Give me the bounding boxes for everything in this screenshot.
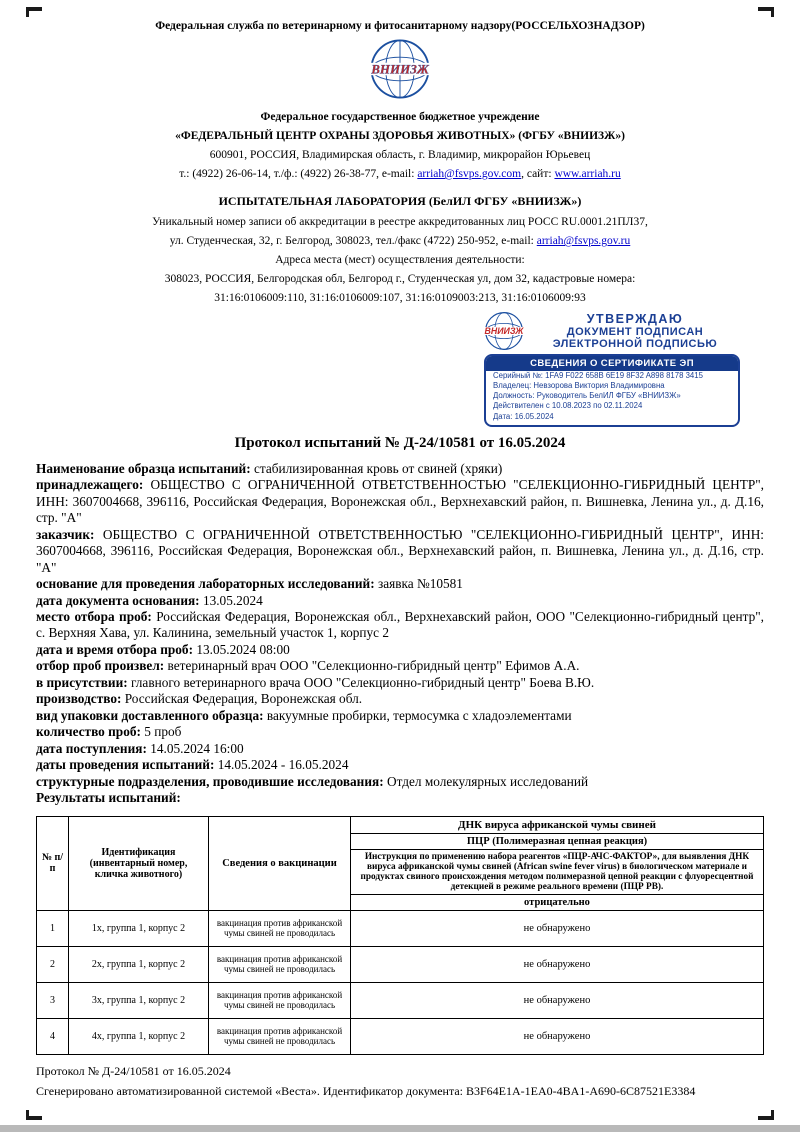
institution-address: 600901, РОССИЯ, Владимирская область, г. Владимир, микрорайон Юрьевец	[209, 149, 591, 161]
certificate-date: Дата: 16.05.2024	[493, 411, 554, 421]
email-link-main[interactable]: arriah@fsvps.gov.com	[417, 168, 522, 180]
institution-contacts	[36, 168, 764, 180]
row-vaccination: вакцинация против африканской чумы свиней не проводилась	[209, 982, 351, 1018]
certificate-validity: Действителен с 10.08.2023 по 02.11.2024	[493, 401, 643, 411]
table-row	[37, 982, 764, 1018]
field-received-date	[36, 741, 764, 757]
field-results-heading	[36, 790, 764, 806]
field-value: Российская Федерация, Воронежская обл.	[124, 691, 363, 707]
field-value: ветеринарный врач ООО "Селекционно-гибридный центр" Ефимов А.А.	[167, 658, 580, 674]
field-value: стабилизированная кровь от свиней (хряки)	[253, 460, 503, 476]
field-label: основание для проведения лабораторных исследований:	[36, 576, 375, 592]
row-num: 3	[37, 982, 69, 1018]
certificate-info-header: СВЕДЕНИЯ О СЕРТИФИКАТЕ ЭП	[486, 356, 738, 371]
field-sampling-datetime	[36, 642, 764, 658]
agency-name: Федеральная служба по ветеринарному и фитосанитарному надзору(РОССЕЛЬХОЗНАДЗОР)	[155, 20, 645, 32]
field-value: Российская Федерация, Воронежская обл., Верхнехавский район, ООО "Селекционно-гибридный центр", с. Верхняя Хава, ул. Калинина, земельный участок 1, корпус 2	[36, 608, 764, 641]
field-label: в присутствии:	[36, 674, 128, 690]
row-identification: 2х, группа 1, корпус 2	[69, 946, 209, 982]
cadastral-numbers: 31:16:0106009:110, 31:16:0106009:107, 31:16:0109003:213, 31:16:0106009:93	[214, 292, 586, 304]
field-label: заказчик:	[36, 526, 95, 542]
field-label: дата документа основания:	[36, 592, 200, 608]
field-label: производство:	[36, 691, 122, 707]
certificate-owner: Владелец: Невзорова Виктория Владимировна	[493, 381, 665, 391]
field-label: Наименование образца испытаний:	[36, 460, 251, 476]
header-vaccination: Сведения о вакцинации	[209, 816, 351, 910]
crop-mark-top-right	[758, 7, 774, 17]
field-testing-dates	[36, 757, 764, 773]
stamp-logo-text: ВНИИЗЖ	[484, 326, 524, 337]
header-identification: Идентификация (инвентарный номер, кличка животного)	[69, 816, 209, 910]
stamp-heading	[530, 312, 740, 350]
lab-contacts-text: ул. Студенческая, 32, г. Белгород, 308023, тел./факс (4722) 250-952, e-mail:	[169, 235, 537, 247]
document-footer	[36, 1064, 764, 1099]
header-method-instruction: Инструкция по применению набора реагентов «ПЦР-АЧС-ФАКТОР», для выявления ДНК вируса африканской чумы свиней (African swine fever virus) в биологическом материале и продуктах свиного происхождения методом полимеразной цепной реакции с флуоресцентной детекцией в режиме реального времени (ПЦР РВ).	[351, 849, 764, 894]
site-label: , сайт:	[521, 168, 555, 180]
vniizh-logo	[36, 38, 764, 105]
lab-title: ИСПЫТАТЕЛЬНАЯ ЛАБОРАТОРИЯ (БелИЛ ФГБУ «ВНИИЗЖ»)	[218, 194, 582, 208]
lab-contacts	[36, 235, 764, 247]
field-witness	[36, 675, 764, 691]
field-value: 13.05.2024	[202, 592, 263, 608]
field-production	[36, 691, 764, 707]
field-label: вид упаковки доставленного образца:	[36, 707, 264, 723]
header-pcr-method: ПЦР (Полимеразная цепная реакция)	[351, 833, 764, 849]
activity-addresses-label: Адреса места (мест) осуществления деятельности:	[275, 254, 525, 266]
crop-mark-bottom-right	[758, 1110, 774, 1120]
site-link[interactable]: www.arriah.ru	[554, 168, 621, 180]
header-dna-test: ДНК вируса африканской чумы свиней	[351, 816, 764, 833]
logo-text: ВНИИЗЖ	[371, 61, 429, 77]
field-label: дата и время отбора проб:	[36, 641, 194, 657]
row-num: 4	[37, 1018, 69, 1054]
field-label: место отбора проб:	[36, 608, 152, 624]
header-num: № п/п	[37, 816, 69, 910]
field-label: даты проведения испытаний:	[36, 757, 215, 773]
field-value: вакуумные пробирки, термосумка с хладоэлементами	[266, 707, 572, 723]
page-title: Протокол испытаний № Д-24/10581 от 16.05.2024	[234, 434, 566, 451]
certificate-position: Должность: Руководитель БелИЛ ФГБУ «ВНИИЗЖ»	[493, 391, 681, 401]
field-sample-name	[36, 461, 764, 477]
field-owner	[36, 477, 764, 526]
globe-icon	[369, 38, 431, 100]
row-identification: 3х, группа 1, корпус 2	[69, 982, 209, 1018]
row-vaccination: вакцинация против африканской чумы свиней не проводилась	[209, 910, 351, 946]
field-label: принадлежащего:	[36, 477, 144, 493]
table-row	[37, 1018, 764, 1054]
row-num: 2	[37, 946, 69, 982]
field-sample-count	[36, 724, 764, 740]
scan-page-edge	[0, 1125, 800, 1132]
stamp-signed-line2: ЭЛЕКТРОННОЙ ПОДПИСЬЮ	[552, 338, 718, 350]
stamp-signed-line1: ДОКУМЕНТ ПОДПИСАН	[566, 326, 704, 338]
table-header-row	[37, 816, 764, 833]
certificate-serial: Серийный №: 1FA9 F022 658B 6E19 8F32 A898 8178 3415	[493, 371, 703, 380]
row-identification: 4х, группа 1, корпус 2	[69, 1018, 209, 1054]
field-value: 13.05.2024 08:00	[196, 641, 290, 657]
protocol-fields	[36, 461, 764, 807]
certificate-info-box	[484, 354, 740, 427]
field-label: количество проб:	[36, 724, 141, 740]
table-row	[37, 910, 764, 946]
stamp-approve-label: УТВЕРЖДАЮ	[586, 312, 684, 326]
crop-mark-bottom-left	[26, 1110, 42, 1120]
footer-generated-note: Сгенерировано автоматизированной системой «Веста». Идентификатор документа: B3F64E1A-1EA0-4BA1-A690-6C87521E3384	[36, 1083, 696, 1098]
row-vaccination: вакцинация против африканской чумы свиней не проводилась	[209, 1018, 351, 1054]
table-row	[37, 946, 764, 982]
field-label: отбор проб произвел:	[36, 658, 165, 674]
row-num: 1	[37, 910, 69, 946]
field-packaging	[36, 708, 764, 724]
field-basis	[36, 576, 764, 592]
field-value: 5 проб	[144, 724, 182, 740]
field-value: заявка №10581	[377, 576, 463, 592]
field-departments	[36, 774, 764, 790]
field-label: Результаты испытаний:	[36, 790, 181, 806]
footer-protocol-number: Протокол № Д-24/10581 от 16.05.2024	[36, 1063, 231, 1078]
email-link-lab[interactable]: arriah@fsvps.gov.ru	[536, 235, 631, 247]
field-value: 14.05.2024 - 16.05.2024	[217, 757, 349, 773]
field-label: структурные подразделения, проводившие исследования:	[36, 773, 384, 789]
row-identification: 1х, группа 1, корпус 2	[69, 910, 209, 946]
field-sampling-place	[36, 609, 764, 642]
activity-address: 308023, РОССИЯ, Белгородская обл, Белгород г., Студенческая ул, дом 32, кадастровые номера:	[164, 273, 636, 285]
stamp-globe-icon	[484, 311, 524, 351]
row-result: не обнаружено	[351, 1018, 764, 1054]
crop-mark-top-left	[26, 7, 42, 17]
row-vaccination: вакцинация против африканской чумы свиней не проводилась	[209, 946, 351, 982]
row-result: не обнаружено	[351, 982, 764, 1018]
results-table	[36, 816, 764, 1055]
field-customer	[36, 527, 764, 576]
header-norm-value: отрицательно	[351, 894, 764, 910]
institution-type: Федеральное государственное бюджетное учреждение	[260, 111, 540, 123]
field-value: 14.05.2024 16:00	[150, 740, 244, 756]
field-label: дата поступления:	[36, 740, 147, 756]
field-value: ОБЩЕСТВО С ОГРАНИЧЕННОЙ ОТВЕТСТВЕННОСТЬЮ "СЕЛЕКЦИОННО-ГИБРИДНЫЙ ЦЕНТР", ИНН: 3607004668, 396116, Российская Федерация, Воронежская обл., Верхнехавский район, п. Вишневка, Ленина ул., д. Д.16, стр. "А"	[36, 477, 764, 526]
accreditation-number: Уникальный номер записи об аккредитации в реестре аккредитованных лиц РОСС RU.0001.21ПЛ37,	[152, 216, 648, 228]
row-result: не обнаружено	[351, 910, 764, 946]
field-value: Отдел молекулярных исследований	[386, 773, 589, 789]
field-sampler	[36, 658, 764, 674]
row-result: не обнаружено	[351, 946, 764, 982]
field-basis-date	[36, 593, 764, 609]
institution-name: «ФЕДЕРАЛЬНЫЙ ЦЕНТР ОХРАНЫ ЗДОРОВЬЯ ЖИВОТНЫХ» (ФГБУ «ВНИИЗЖ»)	[175, 130, 625, 142]
contacts-text: т.: (4922) 26-06-14, т./ф.: (4922) 26-38-77, e-mail:	[179, 168, 418, 180]
field-value: главного ветеринарного врача ООО "Селекционно-гибридный центр" Боева В.Ю.	[131, 674, 595, 690]
field-value: ОБЩЕСТВО С ОГРАНИЧЕННОЙ ОТВЕТСТВЕННОСТЬЮ "СЕЛЕКЦИОННО-ГИБРИДНЫЙ ЦЕНТР", ИНН: 3607004668, 396116, Российская Федерация, Воронежская обл., Верхнехавский район, п. Вишневка, Ленина ул., д. Д.16, стр. "А"	[36, 526, 764, 575]
e-signature-stamp	[484, 311, 740, 427]
